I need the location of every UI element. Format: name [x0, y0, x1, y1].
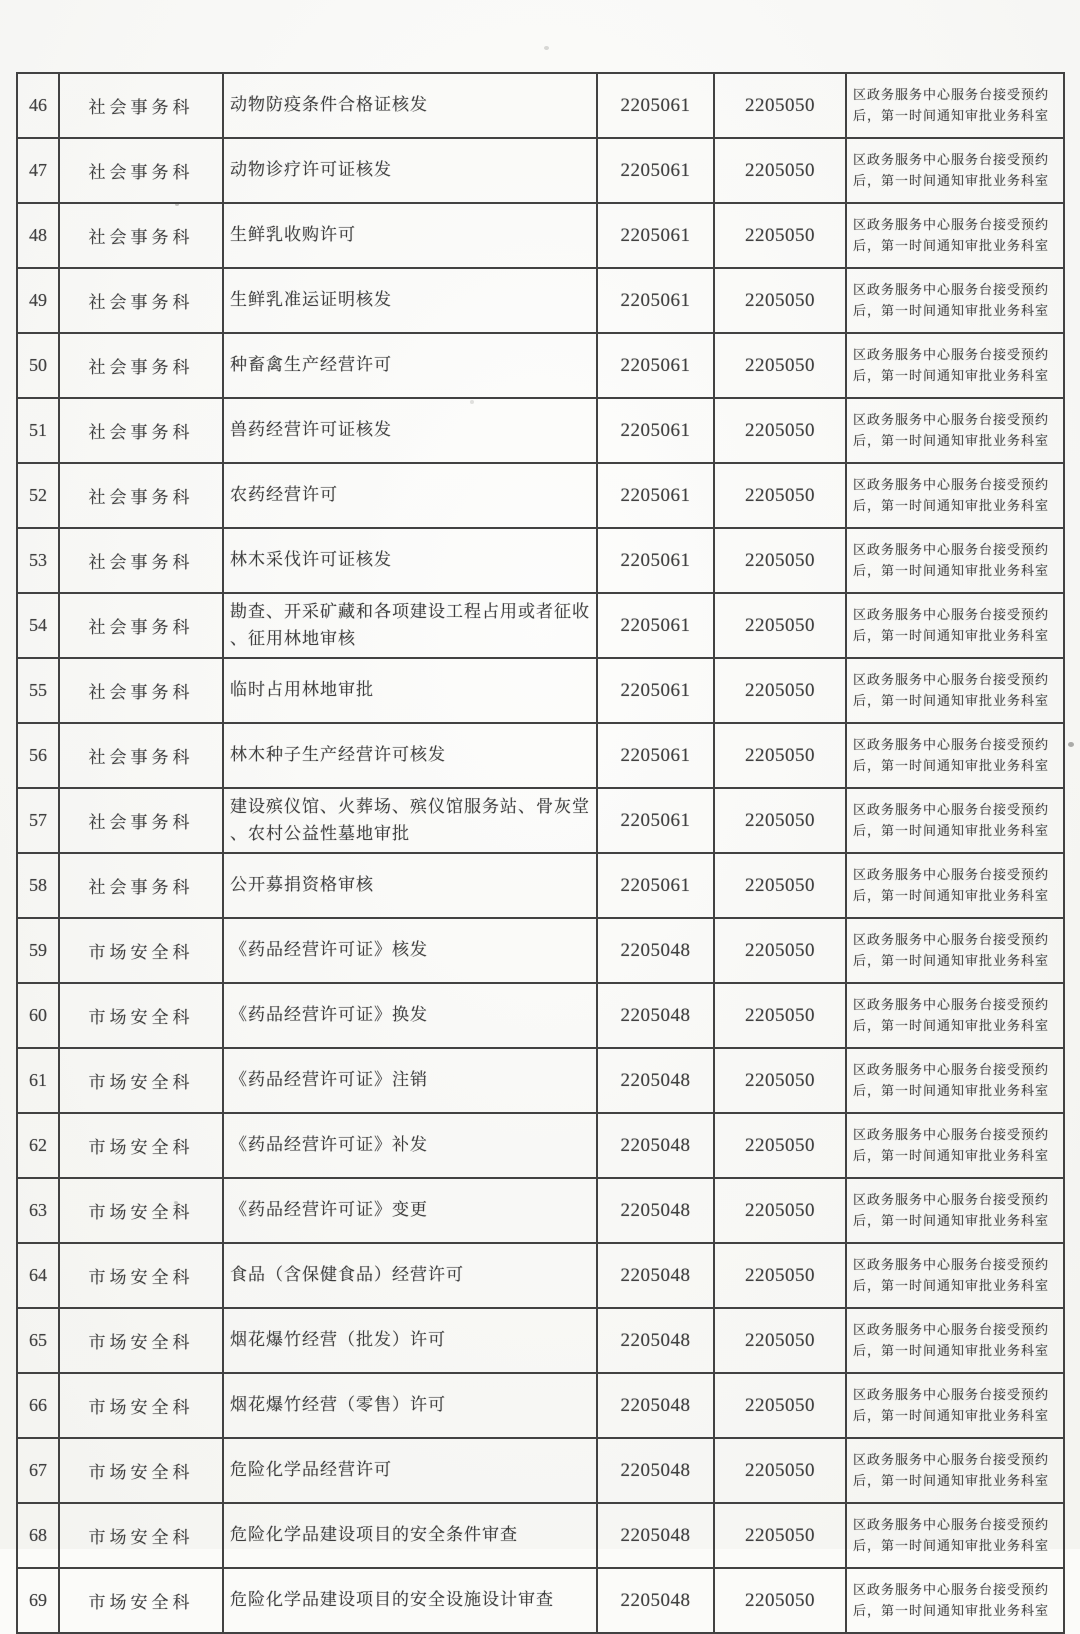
- note-cell: 区政务服务中心服务台接受预约后，第一时间通知审批业务科室: [846, 1503, 1064, 1568]
- reservation-phone-cell: 2205050: [714, 528, 846, 593]
- row-number-cell: 51: [17, 398, 59, 463]
- item-name-cell: 兽药经营许可证核发: [223, 398, 597, 463]
- department-phone-cell: 2205061: [597, 788, 714, 853]
- department-phone-cell: 2205061: [597, 73, 714, 138]
- item-name-cell: 《药品经营许可证》补发: [223, 1113, 597, 1178]
- row-number-cell: 63: [17, 1178, 59, 1243]
- department-phone-cell: 2205048: [597, 1373, 714, 1438]
- department-phone-cell: 2205061: [597, 333, 714, 398]
- table-row: [17, 1308, 1064, 1373]
- reservation-phone-cell: 2205050: [714, 853, 846, 918]
- reservation-phone-cell: 2205050: [714, 1113, 846, 1178]
- department-phone-cell: 2205048: [597, 1308, 714, 1373]
- note-cell: 区政务服务中心服务台接受预约后，第一时间通知审批业务科室: [846, 203, 1064, 268]
- department-cell: 社会事务科: [59, 658, 223, 723]
- department-phone-cell: 2205061: [597, 203, 714, 268]
- row-number-cell: 67: [17, 1438, 59, 1503]
- row-number-cell: 60: [17, 983, 59, 1048]
- department-cell: 市场安全科: [59, 1373, 223, 1438]
- table-row: [17, 1373, 1064, 1438]
- table-row: [17, 528, 1064, 593]
- department-cell: 市场安全科: [59, 1308, 223, 1373]
- table-row: [17, 1568, 1064, 1633]
- table-row: [17, 333, 1064, 398]
- item-name-cell: 《药品经营许可证》核发: [223, 918, 597, 983]
- department-cell: 市场安全科: [59, 1243, 223, 1308]
- scan-speck: [1068, 742, 1074, 747]
- department-cell: 社会事务科: [59, 268, 223, 333]
- department-cell: 社会事务科: [59, 138, 223, 203]
- department-phone-cell: 2205061: [597, 268, 714, 333]
- department-cell: 市场安全科: [59, 1048, 223, 1113]
- item-name-cell: 《药品经营许可证》变更: [223, 1178, 597, 1243]
- note-cell: 区政务服务中心服务台接受预约后，第一时间通知审批业务科室: [846, 1243, 1064, 1308]
- row-number-cell: 48: [17, 203, 59, 268]
- table-row: [17, 593, 1064, 658]
- item-name-cell: 危险化学品建设项目的安全设施设计审查: [223, 1568, 597, 1633]
- row-number-cell: 57: [17, 788, 59, 853]
- reservation-phone-cell: 2205050: [714, 268, 846, 333]
- item-name-cell: 动物防疫条件合格证核发: [223, 73, 597, 138]
- reservation-phone-cell: 2205050: [714, 203, 846, 268]
- item-name-cell: 种畜禽生产经营许可: [223, 333, 597, 398]
- item-name-cell: 农药经营许可: [223, 463, 597, 528]
- reservation-phone-cell: 2205050: [714, 983, 846, 1048]
- table-body: [17, 73, 1064, 1633]
- note-cell: 区政务服务中心服务台接受预约后，第一时间通知审批业务科室: [846, 1048, 1064, 1113]
- item-name-cell: 危险化学品建设项目的安全条件审查: [223, 1503, 597, 1568]
- note-cell: 区政务服务中心服务台接受预约后，第一时间通知审批业务科室: [846, 138, 1064, 203]
- department-phone-cell: 2205048: [597, 918, 714, 983]
- table-row: [17, 1243, 1064, 1308]
- item-name-cell: 动物诊疗许可证核发: [223, 138, 597, 203]
- row-number-cell: 69: [17, 1568, 59, 1633]
- department-cell: 社会事务科: [59, 73, 223, 138]
- item-name-cell: 建设殡仪馆、火葬场、殡仪馆服务站、骨灰堂、农村公益性墓地审批: [223, 788, 597, 853]
- table-row: [17, 1178, 1064, 1243]
- department-cell: 市场安全科: [59, 1178, 223, 1243]
- row-number-cell: 55: [17, 658, 59, 723]
- reservation-phone-cell: 2205050: [714, 918, 846, 983]
- department-phone-cell: 2205048: [597, 983, 714, 1048]
- row-number-cell: 62: [17, 1113, 59, 1178]
- row-number-cell: 56: [17, 723, 59, 788]
- row-number-cell: 47: [17, 138, 59, 203]
- reservation-phone-cell: 2205050: [714, 1308, 846, 1373]
- department-phone-cell: 2205061: [597, 528, 714, 593]
- reservation-phone-cell: 2205050: [714, 138, 846, 203]
- row-number-cell: 61: [17, 1048, 59, 1113]
- note-cell: 区政务服务中心服务台接受预约后，第一时间通知审批业务科室: [846, 1373, 1064, 1438]
- scan-speck: [544, 46, 549, 50]
- row-number-cell: 58: [17, 853, 59, 918]
- reservation-phone-cell: 2205050: [714, 463, 846, 528]
- note-cell: 区政务服务中心服务台接受预约后，第一时间通知审批业务科室: [846, 853, 1064, 918]
- approval-items-table: [16, 72, 1065, 1634]
- reservation-phone-cell: 2205050: [714, 333, 846, 398]
- reservation-phone-cell: 2205050: [714, 73, 846, 138]
- note-cell: 区政务服务中心服务台接受预约后，第一时间通知审批业务科室: [846, 1568, 1064, 1633]
- item-name-cell: 危险化学品经营许可: [223, 1438, 597, 1503]
- note-cell: 区政务服务中心服务台接受预约后，第一时间通知审批业务科室: [846, 658, 1064, 723]
- reservation-phone-cell: 2205050: [714, 1438, 846, 1503]
- table-row: [17, 463, 1064, 528]
- reservation-phone-cell: 2205050: [714, 1568, 846, 1633]
- department-cell: 社会事务科: [59, 203, 223, 268]
- note-cell: 区政务服务中心服务台接受预约后，第一时间通知审批业务科室: [846, 788, 1064, 853]
- note-cell: 区政务服务中心服务台接受预约后，第一时间通知审批业务科室: [846, 1113, 1064, 1178]
- department-cell: 市场安全科: [59, 1438, 223, 1503]
- item-name-cell: 生鲜乳准运证明核发: [223, 268, 597, 333]
- row-number-cell: 50: [17, 333, 59, 398]
- department-cell: 社会事务科: [59, 853, 223, 918]
- department-phone-cell: 2205048: [597, 1438, 714, 1503]
- department-phone-cell: 2205061: [597, 658, 714, 723]
- item-name-cell: 烟花爆竹经营（零售）许可: [223, 1373, 597, 1438]
- department-cell: 社会事务科: [59, 398, 223, 463]
- department-cell: 社会事务科: [59, 723, 223, 788]
- item-name-cell: 林木采伐许可证核发: [223, 528, 597, 593]
- table-row: [17, 788, 1064, 853]
- department-phone-cell: 2205048: [597, 1048, 714, 1113]
- department-cell: 社会事务科: [59, 333, 223, 398]
- table-row: [17, 1503, 1064, 1568]
- reservation-phone-cell: 2205050: [714, 1048, 846, 1113]
- department-phone-cell: 2205048: [597, 1503, 714, 1568]
- row-number-cell: 59: [17, 918, 59, 983]
- note-cell: 区政务服务中心服务台接受预约后，第一时间通知审批业务科室: [846, 333, 1064, 398]
- note-cell: 区政务服务中心服务台接受预约后，第一时间通知审批业务科室: [846, 918, 1064, 983]
- note-cell: 区政务服务中心服务台接受预约后，第一时间通知审批业务科室: [846, 1438, 1064, 1503]
- department-phone-cell: 2205061: [597, 593, 714, 658]
- note-cell: 区政务服务中心服务台接受预约后，第一时间通知审批业务科室: [846, 1178, 1064, 1243]
- item-name-cell: 公开募捐资格审核: [223, 853, 597, 918]
- department-cell: 社会事务科: [59, 463, 223, 528]
- department-cell: 市场安全科: [59, 1503, 223, 1568]
- department-cell: 社会事务科: [59, 528, 223, 593]
- department-phone-cell: 2205061: [597, 723, 714, 788]
- reservation-phone-cell: 2205050: [714, 1243, 846, 1308]
- item-name-cell: 食品（含保健食品）经营许可: [223, 1243, 597, 1308]
- department-cell: 市场安全科: [59, 1568, 223, 1633]
- note-cell: 区政务服务中心服务台接受预约后，第一时间通知审批业务科室: [846, 983, 1064, 1048]
- row-number-cell: 46: [17, 73, 59, 138]
- department-cell: 市场安全科: [59, 983, 223, 1048]
- table-row: [17, 1438, 1064, 1503]
- note-cell: 区政务服务中心服务台接受预约后，第一时间通知审批业务科室: [846, 73, 1064, 138]
- reservation-phone-cell: 2205050: [714, 723, 846, 788]
- row-number-cell: 66: [17, 1373, 59, 1438]
- department-cell: 社会事务科: [59, 788, 223, 853]
- item-name-cell: 临时占用林地审批: [223, 658, 597, 723]
- item-name-cell: 《药品经营许可证》换发: [223, 983, 597, 1048]
- table-row: [17, 658, 1064, 723]
- table-row: [17, 398, 1064, 463]
- note-cell: 区政务服务中心服务台接受预约后，第一时间通知审批业务科室: [846, 723, 1064, 788]
- note-cell: 区政务服务中心服务台接受预约后，第一时间通知审批业务科室: [846, 1308, 1064, 1373]
- table-row: [17, 723, 1064, 788]
- department-phone-cell: 2205061: [597, 138, 714, 203]
- row-number-cell: 53: [17, 528, 59, 593]
- table-row: [17, 1048, 1064, 1113]
- table-row: [17, 1113, 1064, 1178]
- department-phone-cell: 2205048: [597, 1243, 714, 1308]
- table-row: [17, 203, 1064, 268]
- item-name-cell: 林木种子生产经营许可核发: [223, 723, 597, 788]
- reservation-phone-cell: 2205050: [714, 658, 846, 723]
- table-row: [17, 918, 1064, 983]
- row-number-cell: 68: [17, 1503, 59, 1568]
- row-number-cell: 64: [17, 1243, 59, 1308]
- item-name-cell: 勘查、开采矿藏和各项建设工程占用或者征收、征用林地审核: [223, 593, 597, 658]
- row-number-cell: 52: [17, 463, 59, 528]
- department-cell: 市场安全科: [59, 1113, 223, 1178]
- table-row: [17, 268, 1064, 333]
- department-cell: 市场安全科: [59, 918, 223, 983]
- table-row: [17, 73, 1064, 138]
- item-name-cell: 烟花爆竹经营（批发）许可: [223, 1308, 597, 1373]
- department-phone-cell: 2205048: [597, 1568, 714, 1633]
- reservation-phone-cell: 2205050: [714, 1503, 846, 1568]
- table-row: [17, 138, 1064, 203]
- row-number-cell: 49: [17, 268, 59, 333]
- note-cell: 区政务服务中心服务台接受预约后，第一时间通知审批业务科室: [846, 268, 1064, 333]
- note-cell: 区政务服务中心服务台接受预约后，第一时间通知审批业务科室: [846, 398, 1064, 463]
- row-number-cell: 54: [17, 593, 59, 658]
- reservation-phone-cell: 2205050: [714, 398, 846, 463]
- note-cell: 区政务服务中心服务台接受预约后，第一时间通知审批业务科室: [846, 593, 1064, 658]
- department-phone-cell: 2205061: [597, 463, 714, 528]
- note-cell: 区政务服务中心服务台接受预约后，第一时间通知审批业务科室: [846, 528, 1064, 593]
- table-row: [17, 983, 1064, 1048]
- reservation-phone-cell: 2205050: [714, 1178, 846, 1243]
- row-number-cell: 65: [17, 1308, 59, 1373]
- item-name-cell: 《药品经营许可证》注销: [223, 1048, 597, 1113]
- table-row: [17, 853, 1064, 918]
- department-phone-cell: 2205048: [597, 1113, 714, 1178]
- note-cell: 区政务服务中心服务台接受预约后，第一时间通知审批业务科室: [846, 463, 1064, 528]
- reservation-phone-cell: 2205050: [714, 593, 846, 658]
- reservation-phone-cell: 2205050: [714, 1373, 846, 1438]
- department-phone-cell: 2205061: [597, 398, 714, 463]
- department-phone-cell: 2205048: [597, 1178, 714, 1243]
- reservation-phone-cell: 2205050: [714, 788, 846, 853]
- item-name-cell: 生鲜乳收购许可: [223, 203, 597, 268]
- department-phone-cell: 2205061: [597, 853, 714, 918]
- department-cell: 社会事务科: [59, 593, 223, 658]
